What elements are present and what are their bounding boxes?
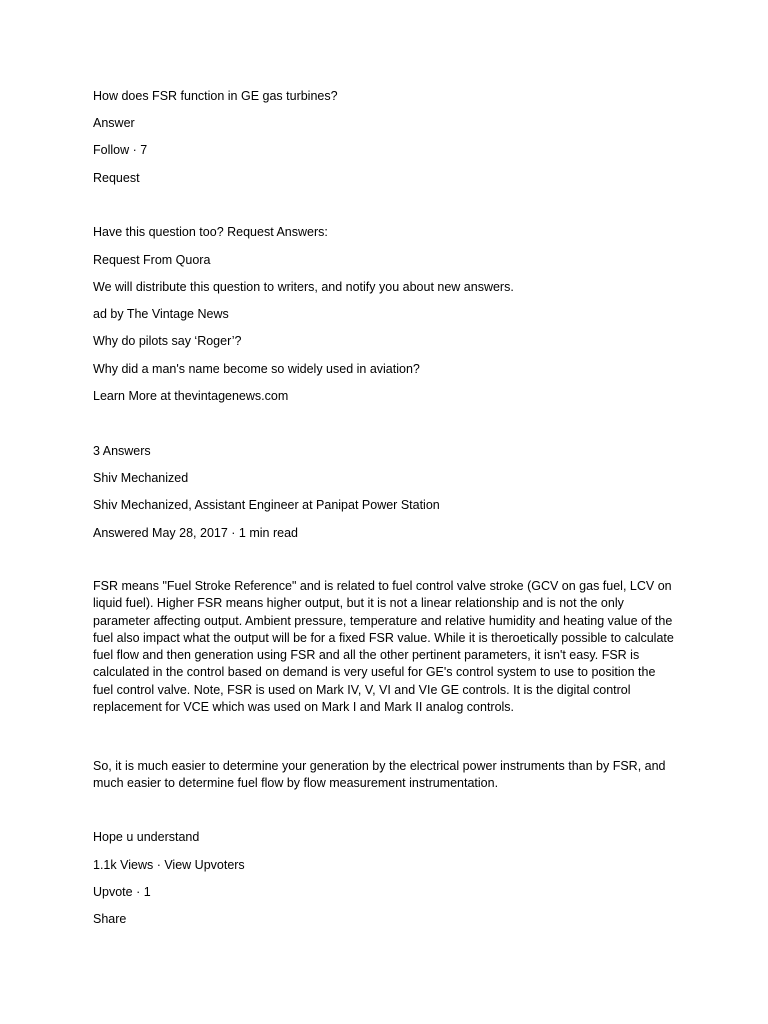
follow-link[interactable]: Follow · 7 xyxy=(93,143,148,157)
ad-headline[interactable]: Why do pilots say ‘Roger’? xyxy=(93,334,242,348)
document-page xyxy=(93,0,683,1024)
upvote-button[interactable]: Upvote · 1 xyxy=(93,885,151,899)
answered-meta: Answered May 28, 2017 · 1 min read xyxy=(93,526,298,540)
answer-link[interactable]: Answer xyxy=(93,116,135,130)
request-from-link[interactable]: Request From Quora xyxy=(93,253,211,267)
request-note: We will distribute this question to writers, and notify you about new answers. xyxy=(93,280,514,294)
request-link[interactable]: Request xyxy=(93,171,140,185)
answer-body-paragraph: FSR means "Fuel Stroke Reference" and is related to fuel control valve stroke (GCV on gas fuel, LCV on liquid fuel). Higher FSR means higher output, but it is not a linear relationship and is not the only parameter affecting output. Ambient pressure, temperature and relative humidity and heating value of the fuel also impact what the output will be for a fixed FSR value. While it is theroetically possible to calculate fuel flow and then generation using FSR and all the other pertinent parameters, it isn't easy. FSR is calculated in the control based on demand is very useful for GE's control system to use to position the fuel control valve. Note, FSR is used on Mark IV, V, VI and VIe GE controls. It is the digital control replacement for VCE which was used on Mark I and Mark II analog controls. xyxy=(93,579,674,715)
author-name[interactable]: Shiv Mechanized xyxy=(93,471,189,485)
question-title: How does FSR function in GE gas turbines? xyxy=(93,89,338,103)
ad-cta-link[interactable]: Learn More at thevintagenews.com xyxy=(93,389,289,403)
ad-description: Why did a man's name become so widely used in aviation? xyxy=(93,362,420,376)
ad-sponsor: ad by The Vintage News xyxy=(93,307,229,321)
answer-closing: Hope u understand xyxy=(93,830,200,844)
views-upvoters-link[interactable]: 1.1k Views · View Upvoters xyxy=(93,858,245,872)
answers-count: 3 Answers xyxy=(93,444,151,458)
author-credential: Shiv Mechanized, Assistant Engineer at Panipat Power Station xyxy=(93,498,440,512)
request-heading: Have this question too? Request Answers: xyxy=(93,225,328,239)
share-button[interactable]: Share xyxy=(93,912,127,926)
answer-body-paragraph-2: So, it is much easier to determine your generation by the electrical power instruments than by FSR, and much easier to determine fuel flow by flow measurement instrumentation. xyxy=(93,759,666,791)
